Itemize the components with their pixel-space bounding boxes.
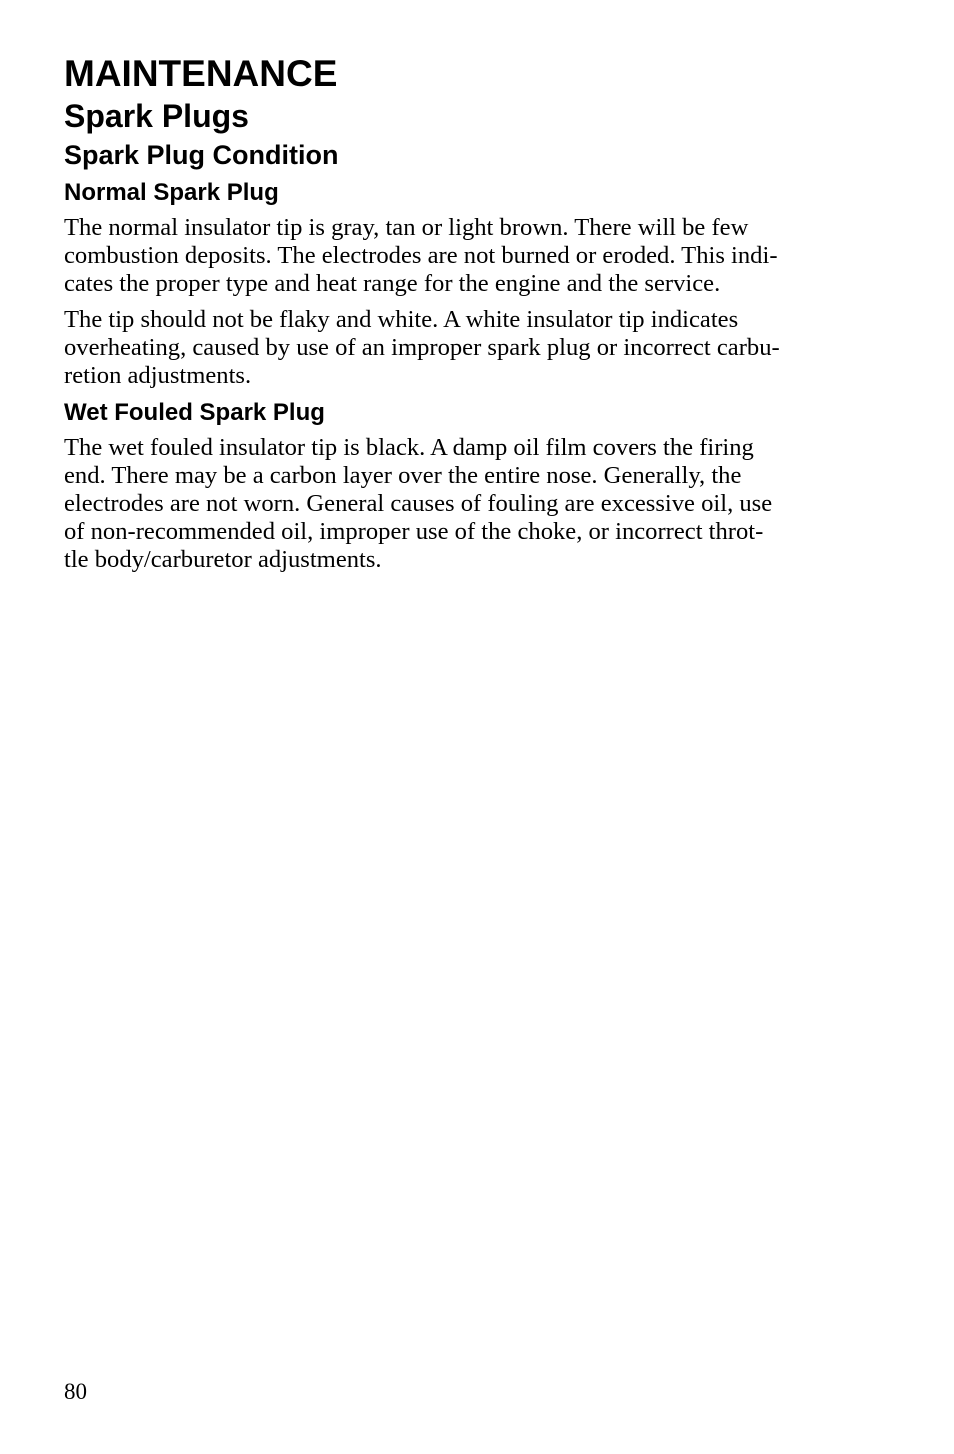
page-number: 80 (64, 1379, 87, 1404)
normal-spark-plug-paragraph-1: The normal insulator tip is gray, tan or light brown. There will be few combustion deposits. The electrodes are not burned or eroded. This indi- cates the proper type and heat range for the engine and the service. (64, 214, 778, 297)
chapter-title: MAINTENANCE (64, 53, 338, 94)
subsection-title: Spark Plug Condition (64, 140, 339, 170)
wet-fouled-spark-plug-heading: Wet Fouled Spark Plug (64, 399, 325, 426)
normal-spark-plug-paragraph-2: The tip should not be flaky and white. A white insulator tip indicates overheating, caused by use of an improper spark plug or incorrect carbu- retion adjustments. (64, 306, 780, 389)
wet-fouled-spark-plug-paragraph: The wet fouled insulator tip is black. A damp oil film covers the firing end. There may be a carbon layer over the entire nose. Generally, the electrodes are not worn. General causes of fouling are excessive oil, use of non-recommended oil, improper use of the choke, or incorrect throt- tle body/carburetor adjustments. (64, 434, 773, 573)
page-content (64, 52, 874, 582)
normal-spark-plug-heading: Normal Spark Plug (64, 179, 279, 206)
section-title: Spark Plugs (64, 98, 249, 134)
